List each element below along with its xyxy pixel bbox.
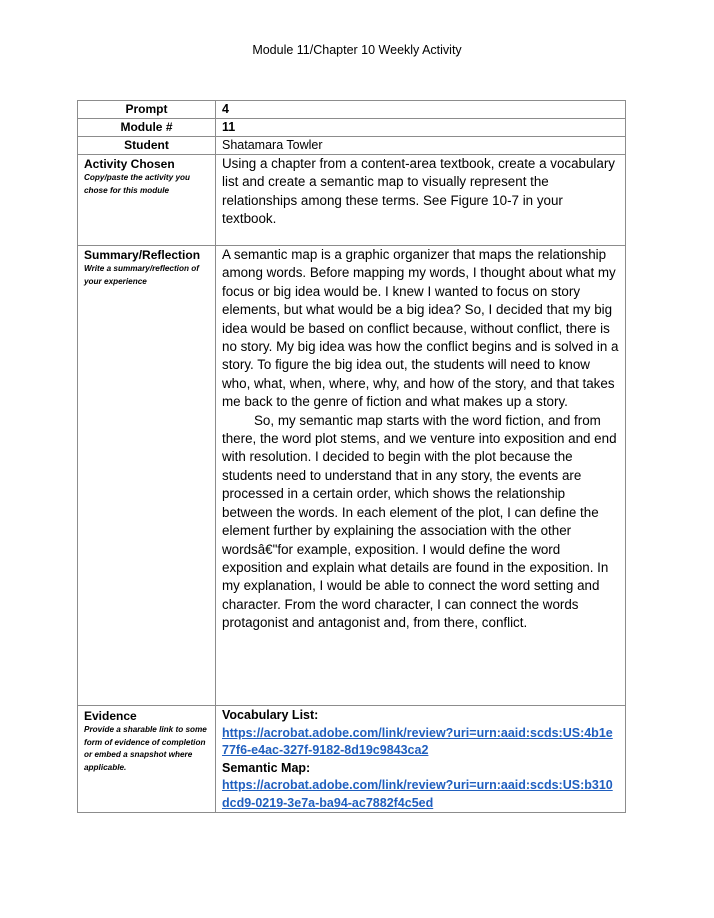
table-row-summary <box>78 246 626 706</box>
table-row-activity <box>78 155 626 246</box>
student-value: Shatamara Towler <box>216 137 626 155</box>
evidence-note: Provide a sharable link to some form of evidence of completion or embed a snapshot where applicable. <box>84 725 207 772</box>
summary-label: Summary/Reflection <box>84 248 201 262</box>
summary-paragraph-1: A semantic map is a graphic organizer that maps the relationship among words. Before mapping my words, I thought about what my focus or big idea would be. I knew I wanted to focus on story elements, but what would be a big idea? So, I decided that my big idea would be based on conflict because, without conflict, there is no story. My big idea was how the conflict begins and is solved in a story. To figure the big idea out, the students will need to know who, what, when, where, why, and how of the story, and that takes me back to the genre of fiction and what makes up a story. <box>222 247 619 410</box>
semantic-map-heading: Semantic Map: <box>222 760 311 775</box>
activity-label: Activity Chosen <box>84 157 175 171</box>
module-value: 11 <box>216 119 626 137</box>
summary-text <box>216 246 626 706</box>
activity-label-cell <box>78 155 216 246</box>
table-row-module <box>78 119 626 137</box>
evidence-label-cell <box>78 706 216 813</box>
summary-note: Write a summary/reflection of your experience <box>84 264 199 286</box>
page-title: Module 11/Chapter 10 Weekly Activity <box>252 43 462 57</box>
evidence-content <box>216 706 626 813</box>
activity-table <box>77 100 626 813</box>
prompt-label: Prompt <box>78 101 216 119</box>
vocabulary-list-heading: Vocabulary List: <box>222 708 319 722</box>
module-label: Module # <box>78 119 216 137</box>
student-label: Student <box>78 137 216 155</box>
table-row-prompt <box>78 101 626 119</box>
table-row-student <box>78 137 626 155</box>
activity-note: Copy/paste the activity you chose for this module <box>84 173 191 195</box>
semantic-map-link[interactable]: https://acrobat.adobe.com/link/review?uri=urn:aaid:scds:US:b310dcd9-0219-3e7a-ba94-ac7882f4c5ed <box>222 778 613 810</box>
table-row-evidence <box>78 706 626 813</box>
activity-text: Using a chapter from a content-area textbook, create a vocabulary list and create a semantic map to visually represent the relationships among these terms. See Figure 10-7 in your textbook. <box>216 155 626 246</box>
prompt-value: 4 <box>216 101 626 119</box>
vocabulary-list-link[interactable]: https://acrobat.adobe.com/link/review?uri=urn:aaid:scds:US:4b1e77f6-e4ac-327f-9182-8d19c9843ca2 <box>222 725 613 757</box>
evidence-label: Evidence <box>84 709 137 723</box>
summary-label-cell <box>78 246 216 706</box>
summary-paragraph-2: So, my semantic map starts with the word fiction, and from there, the word plot stems, and we venture into exposition and end with resolution. I decided to begin with the plot because the students need to understand that in any story, the events are processed in a certain order, which shows the relationship between the words. In each element of the plot, I can define the element further by explaining the association with the other wordsâ€"for example, exposition. I would define the word exposition and explain what details are found in the exposition. In my explanation, I would be able to connect the word setting and character. From the word character, I can connect the words protagonist and antagonist and, from there, conflict. <box>222 412 617 631</box>
